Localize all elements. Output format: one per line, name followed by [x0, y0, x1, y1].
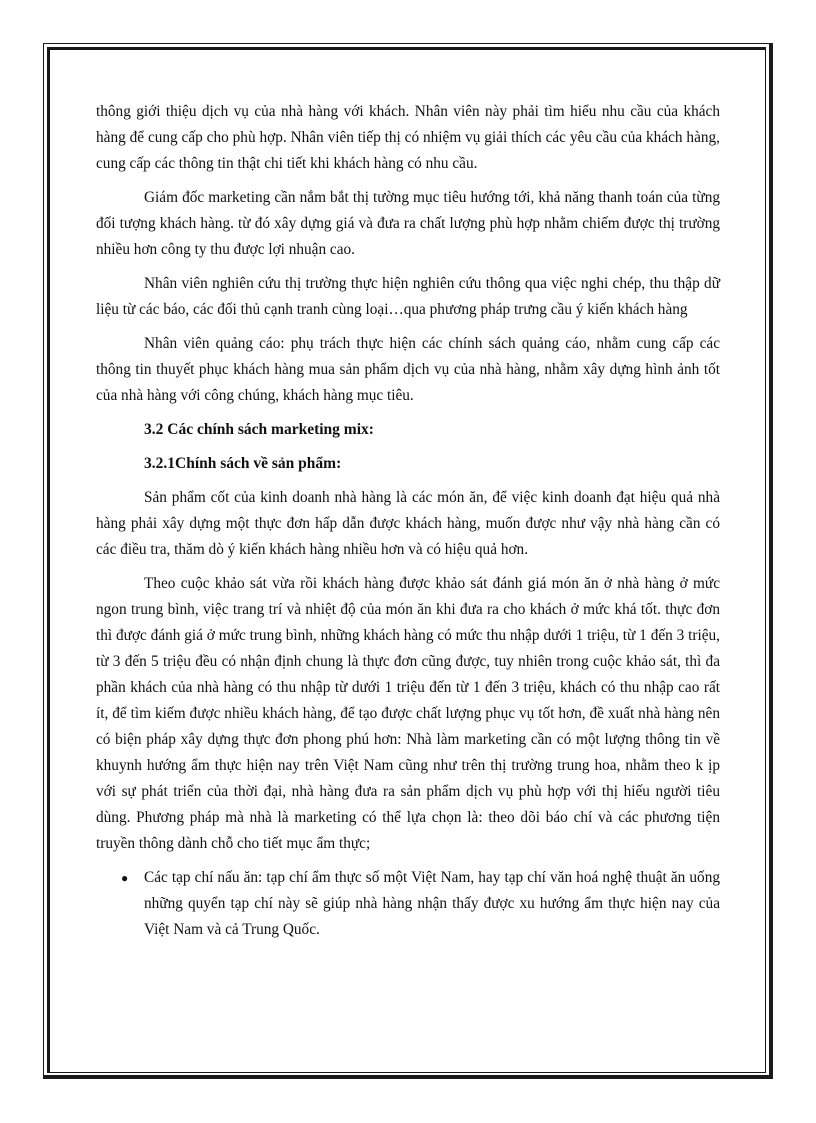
paragraph-market-research: Nhân viên nghiên cứu thị trường thực hiện nghiên cứu thông qua việc nghi chép, thu thập dữ liệu từ các báo, các đối thủ cạnh tranh cùng loại…qua phương pháp trưng cầu ý kiến khách hàng [96, 275, 720, 318]
paragraph-core-product: Sản phẩm cốt của kinh doanh nhà hàng là các món ăn, để việc kinh doanh đạt hiệu quả nhà hàng phải xây dựng một thực đơn hấp dẫn được khách hàng, muốn được như vậy nhà hàng cần có các điều tra, thăm dò ý kiến khách hàng nhiều hơn và có hiệu quả hơn. [96, 489, 720, 558]
document-body [96, 99, 720, 943]
paragraph-intro: thông giới thiệu dịch vụ của nhà hàng với khách. Nhân viên này phải tìm hiểu nhu cầu của khách hàng để cung cấp cho phù hợp. Nhân viên tiếp thị có nhiệm vụ giải thích các yêu cầu của khách hàng, cung cấp các thông tin thật chi tiết khi khách hàng có nhu cầu. [96, 103, 720, 172]
bullet-list [96, 865, 720, 943]
bullet-icon: ● [121, 871, 129, 885]
list-item-text: Các tạp chí nấu ăn: tạp chí ẩm thực số một Việt Nam, hay tạp chí văn hoá nghệ thuật ăn uống những quyển tạp chí này sẽ giúp nhà hàng nhận thấy được xu hướng ẩm thực hiện nay của Việt Nam và cả Trung Quốc. [144, 869, 720, 938]
subsection-heading-product-policy: 3.2.1Chính sách về sản phẩm: [144, 455, 342, 472]
list-item [96, 865, 720, 943]
paragraph-marketing-director: Giám đốc marketing cần nắm bắt thị tường mục tiêu hướng tới, khả năng thanh toán của từng đối tượng khách hàng. từ đó xây dựng giá và đưa ra chất lượng phù hợp nhằm chiếm được thị trường nhiều hơn công ty thu được lợi nhuận cao. [96, 189, 720, 258]
paragraph-survey-results: Theo cuộc khảo sát vừa rồi khách hàng được khảo sát đánh giá món ăn ở nhà hàng ở mức ngon trung bình, việc trang trí và nhiệt độ của món ăn khi đưa ra cho khách ở mức khá tốt. thực đơn thì được đánh giá ở mức trung bình, những khách hàng có mức thu nhập dưới 1 triệu, từ 1 đến 3 triệu, từ 3 đến 5 triệu đều có nhận định chung là thực đơn cũng được, tuy nhiên trong cuộc khảo sát, thì đa phần khách của nhà hàng có thu nhập từ dưới 1 triệu đến từ 1 đến 3 triệu, khách có thu nhập cao rất ít, để tìm kiếm được nhiều khách hàng, để tạo được chất lượng phục vụ tốt hơn, đề xuất nhà hàng nên có biện pháp xây dựng thực đơn phong phú hơn: Nhà làm marketing cần có một lượng thông tin về khuynh hướng ẩm thực hiện nay trên Việt Nam cũng như trên thị trường trung hoa, nhằm theo k ịp với sự phát triển của thời đại, nhà hàng đưa ra sản phẩm dịch vụ phù hợp với thị hiếu người tiêu dùng. Phương pháp mà nhà là marketing có thể lựa chọn là: theo dõi báo chí và các phương tiện truyền thông dành chỗ cho tiết mục ẩm thực; [96, 575, 720, 852]
paragraph-advertising-staff: Nhân viên quảng cáo: phụ trách thực hiện các chính sách quảng cáo, nhằm cung cấp các thông tin thuyết phục khách hàng mua sản phẩm dịch vụ của nhà hàng, nhằm xây dựng hình ảnh tốt của nhà hàng với công chúng, khách hàng mục tiêu. [96, 335, 720, 404]
section-heading-marketing-mix: 3.2 Các chính sách marketing mix: [144, 421, 374, 438]
